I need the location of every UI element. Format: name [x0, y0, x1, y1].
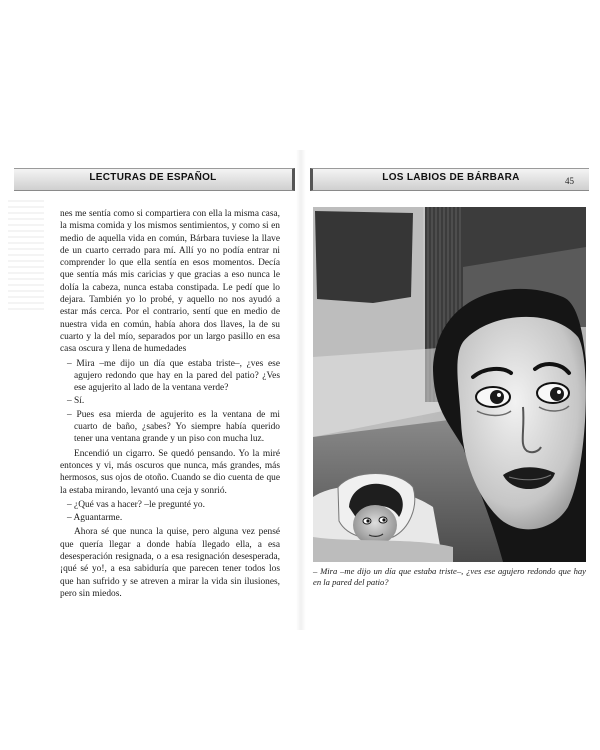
- dialog-line: – Sí.: [67, 396, 85, 407]
- paragraph: Ahora sé que nunca la quise, pero alguna vez pensé que quería llegar a donde había llegado ella, a esa desesperación resignada, o a esa resignación desesperada, ¡qué sé yo!, a esa sabiduría que parecen tener todos los que han sufrido y se atreven a mirar la vida sin ilusiones, pero sin miedos.: [60, 527, 280, 599]
- dialog-line: – Aguantarme.: [67, 513, 123, 524]
- right-running-head: [310, 168, 589, 191]
- book-gutter: [296, 150, 306, 630]
- dialog-line: – Pues esa mierda de agujerito es la ventana de mi cuarto de baño, ¿sabes? Yo siempre había querido tener una ventana grande y un piso con mucha luz.: [67, 409, 280, 445]
- illustration-caption: – Mira –me dijo un día que estaba triste–, ¿ves ese agujero redondo que hay en la pared del patio?: [313, 566, 586, 587]
- dialog-line: – Mira –me dijo un día que estaba triste–, ¿ves ese agujero redondo que hay en la pared del patio? ¿Ves ese agujerito al lado de la ventana verde?: [67, 358, 280, 394]
- dialog-line: – ¿Qué vas a hacer? –le pregunté yo.: [67, 499, 205, 510]
- right-page-number: 45: [565, 176, 574, 186]
- right-running-head-title: LOS LABIOS DE BÁRBARA: [382, 172, 520, 183]
- woman-and-boy-illustration: [313, 207, 586, 562]
- left-running-head-title: LECTURAS DE ESPAÑOL: [89, 172, 217, 183]
- paragraph: nes me sentía como si compartiera con ella la misma casa, la misma comida y los mismos sentimientos, y como si en medio de aquella vida en común, Bárbara tuviese la llave de un cuarto cerrado para mí. Allí yo no podía entrar ni comprender lo que ella sentía en esos momentos. Decía que sentía más mis caricias y que gracias a eso nunca le dolía la cabeza, nunca estaba constipada. Le pedí que lo dejara. También yo lo probé, y aquello no nos ayudó a estar más cerca. Por el contrario, sentí que en medio de nuestra vida en común, había ahora dos llaves, la de su cuarto y la del mío, separados por un largo pasillo en esa casa oscura y llena de humedades: [60, 209, 280, 355]
- left-running-head: [14, 168, 295, 191]
- previous-page-bleed-through: [8, 200, 44, 310]
- paragraph: Encendió un cigarro. Se quedó pensando. Yo la miré entonces y vi, más oscuros que nunca, más grandes, más hermosos, sus ojos de otoño. Cuando se dio cuenta de que la estaba mirando, levantó una ceja y sonrió.: [60, 448, 280, 496]
- left-page-body-text: [60, 208, 280, 600]
